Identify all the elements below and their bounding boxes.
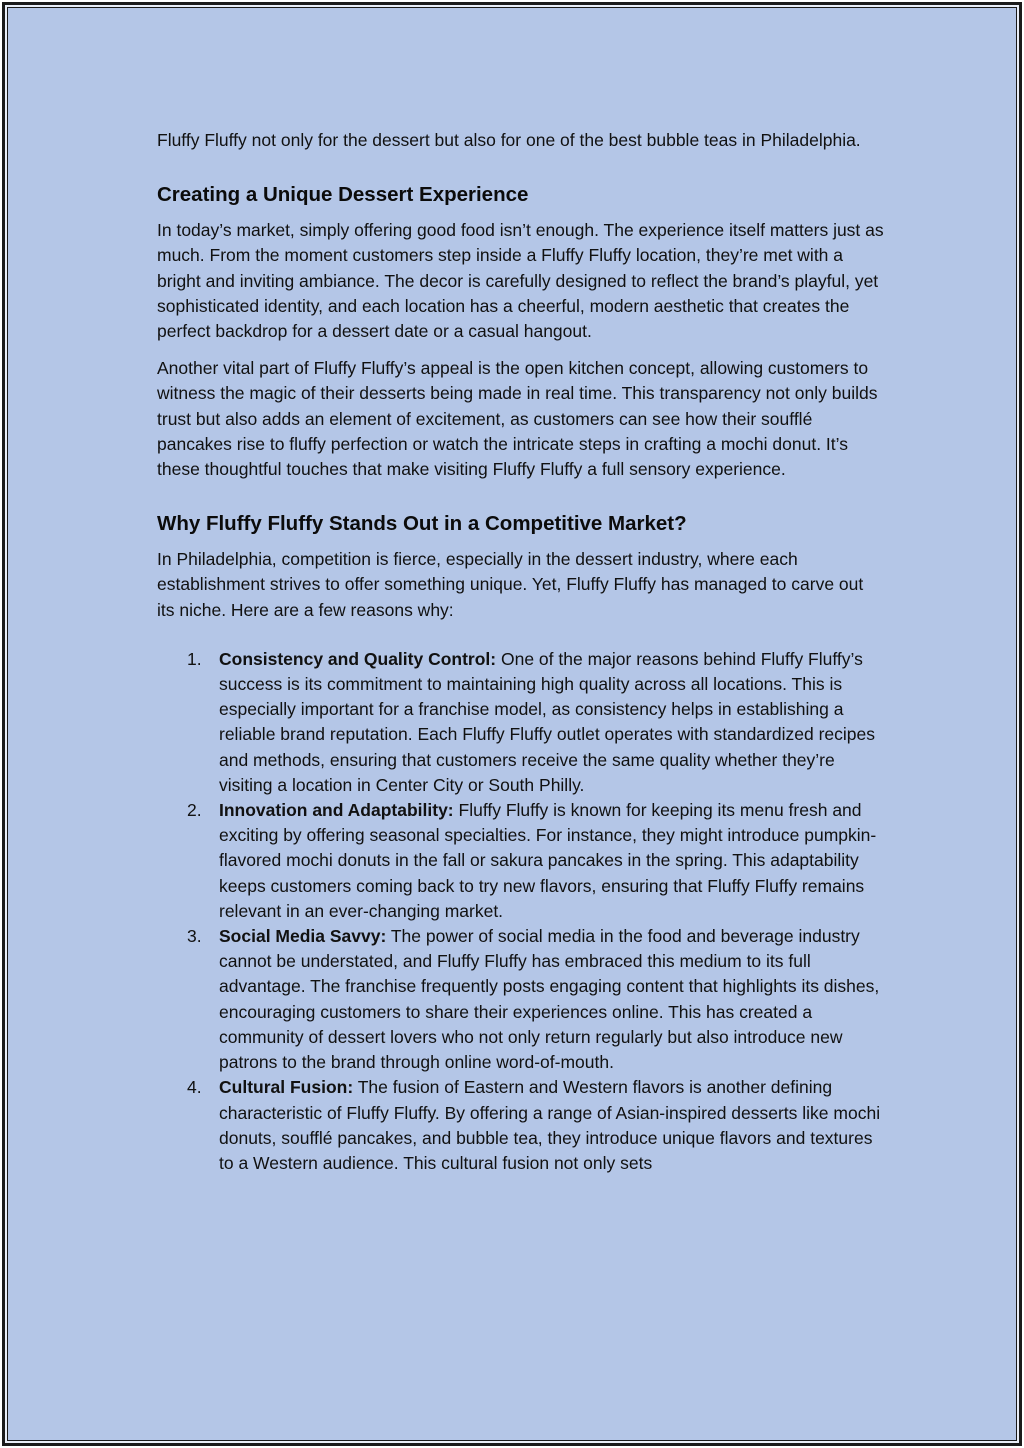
list-item-title: Consistency and Quality Control:	[219, 648, 497, 669]
list-item-text: The power of social media in the food and beverage industry cannot be understated, and Fluffy Fluffy has embraced this medium to its full advantage. The franchise frequently posts engaging content that highlights its dishes, encouraging customers to share their experiences online. This has created a community of dessert lovers who not only return regularly but also introduce new patrons to the brand through online word-of-mouth.	[219, 926, 880, 1073]
document-page	[2, 2, 1022, 1446]
list-item-title: Cultural Fusion:	[219, 1077, 354, 1098]
list-item-number: 4.	[187, 1077, 202, 1098]
list-item-number: 2.	[187, 800, 202, 821]
list-item	[157, 924, 885, 1075]
list-item	[157, 647, 885, 798]
list-item	[157, 798, 885, 924]
section-paragraph: In today’s market, simply offering good food isn’t enough. The experience itself matters just as much. From the moment customers step inside a Fluffy Fluffy location, they’re met with a bright and inviting ambiance. The decor is carefully designed to reflect the brand’s playful, yet sophisticated identity, and each location has a cheerful, modern aesthetic that creates the perfect backdrop for a dessert date or a casual hangout.	[157, 220, 884, 342]
list-item	[157, 1075, 885, 1176]
list-item-title: Innovation and Adaptability:	[219, 800, 454, 821]
document-content	[157, 128, 885, 1176]
reasons-list	[157, 647, 885, 1176]
list-item-text: Fluffy Fluffy is known for keeping its menu fresh and exciting by offering seasonal specialties. For instance, they might introduce pumpkin-flavored mochi donuts in the fall or sakura pancakes in the spring. This adaptability keeps customers coming back to try new flavors, ensuring that Fluffy Fluffy remains relevant in an ever-changing market.	[219, 800, 877, 921]
list-item-text: One of the major reasons behind Fluffy Fluffy’s success is its commitment to maintaining high quality across all locations. This is especially important for a franchise model, as consistency helps in establishing a reliable brand reputation. Each Fluffy Fluffy outlet operates with standardized recipes and methods, ensuring that customers receive the same quality whether they’re visiting a location in Center City or South Philly.	[219, 648, 875, 795]
section-paragraph: Another vital part of Fluffy Fluffy’s appeal is the open kitchen concept, allowing customers to witness the magic of their desserts being made in real time. This transparency not only builds trust but also adds an element of excitement, as customers can see how their soufflé pancakes rise to fluffy perfection or watch the intricate steps in crafting a mochi donut. It’s these thoughtful touches that make visiting Fluffy Fluffy a full sensory experience.	[157, 358, 878, 480]
list-item-number: 1.	[187, 648, 202, 669]
section-heading-unique-experience: Creating a Unique Dessert Experience	[157, 183, 529, 207]
intro-paragraph: Fluffy Fluffy not only for the dessert but also for one of the best bubble teas in Philadelphia.	[157, 130, 861, 150]
list-item-number: 3.	[187, 926, 202, 947]
list-item-text: The fusion of Eastern and Western flavors is another defining characteristic of Fluffy Fluffy. By offering a range of Asian-inspired desserts like mochi donuts, soufflé pancakes, and bubble tea, they introduce unique flavors and textures to a Western audience. This cultural fusion not only sets	[219, 1077, 881, 1173]
section-paragraph: In Philadelphia, competition is fierce, especially in the dessert industry, where each establishment strives to offer something unique. Yet, Fluffy Fluffy has managed to carve out its niche. Here are a few reasons why:	[157, 549, 864, 620]
list-item-title: Social Media Savvy:	[219, 926, 387, 947]
section-heading-competitive-market: Why Fluffy Fluffy Stands Out in a Competitive Market?	[157, 512, 687, 536]
